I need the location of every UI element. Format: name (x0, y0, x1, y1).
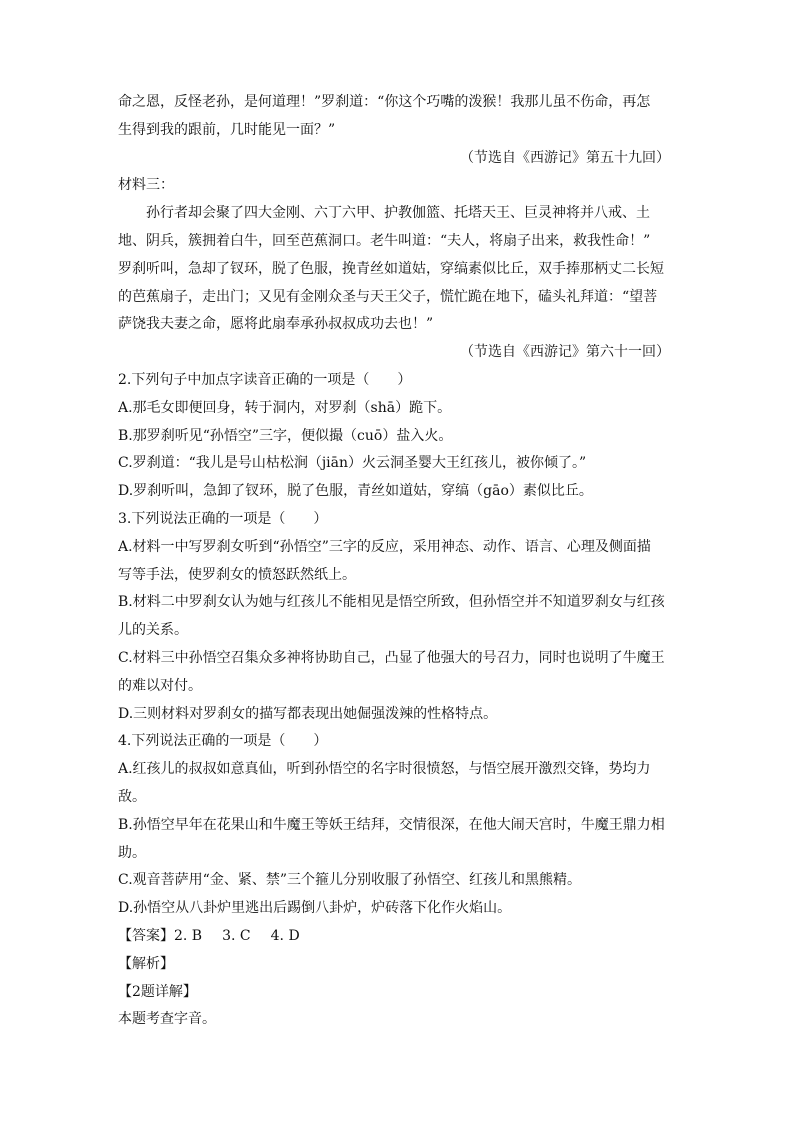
question-stem: 3.下列说法正确的一项是（ ） (118, 510, 328, 527)
question-2 (118, 367, 670, 506)
option-d: D.三则材料对罗刹女的描写都表现出她倔强泼辣的性格特点。 (118, 705, 498, 722)
answer-item: 3. C (222, 927, 251, 944)
question-4 (118, 728, 670, 923)
answer-item: 2. B (174, 927, 203, 944)
option-a: A.那毛女即便回身，转于洞内，对罗刹（shā）跪下。 (118, 399, 452, 416)
source-citation: （节选自《西游记》第六十一回） (460, 344, 670, 361)
option-b: B.材料二中罗刹女认为她与红孩儿不能相见是悟空所致，但孙悟空并不知道罗刹女与红孩 (118, 594, 665, 611)
option-d: D.孙悟空从八卦炉里逃出后踢倒八卦炉，炉砖落下化作火焰山。 (118, 900, 512, 917)
document-page (118, 89, 670, 1034)
text-line: 生得到我的跟前，几时能见一面？” (118, 121, 336, 138)
option-b: B.孙悟空早年在花果山和牛魔王等妖王结拜，交情很深，在他大闹天宫时，牛魔王鼎力相 (118, 816, 665, 833)
text-line: 罗刹听叫，急却了钗环，脱了色服，挽青丝如道姑，穿缟素似比丘，双手捧那柄丈二长短 (118, 260, 664, 277)
option-c: C.观音菩萨用“金、紧、禁”三个箍儿分别收服了孙悟空、红孩儿和黑熊精。 (118, 872, 581, 889)
q2-detail-label: 【2题详解】 (118, 983, 197, 1000)
option-a-cont: 敌。 (118, 788, 146, 805)
analysis-label: 【解析】 (118, 955, 174, 972)
material2-tail (118, 89, 670, 145)
question-stem: 2.下列句子中加点字读音正确的一项是（ ） (118, 371, 412, 388)
option-c-cont: 的难以对付。 (118, 677, 202, 694)
material3-title: 材料三： (118, 177, 174, 194)
answer-label: 【答案】 (118, 927, 174, 944)
option-b-cont: 儿的关系。 (118, 622, 188, 639)
text-line: 孙行者却会聚了四大金刚、六丁六甲、护教伽篮、托塔天王、巨灵神将并八戒、土 (146, 205, 650, 222)
option-c: C.罗刹道：“我儿是号山枯松涧（jiān）火云洞圣婴大王红孩儿，被你倾了。” (118, 455, 587, 472)
question-3 (118, 506, 670, 728)
option-b: B.那罗刹听见“孙悟空”三字，便似撮（cuō）盐入火。 (118, 427, 453, 444)
q2-detail-text: 本题考查字音。 (118, 1011, 216, 1028)
option-b-cont: 助。 (118, 844, 146, 861)
option-a: A.材料一中写罗刹女听到“孙悟空”三字的反应，采用神态、动作、语言、心理及侧面描 (118, 538, 651, 555)
answer-item: 4. D (270, 927, 300, 944)
source-citation: （节选自《西游记》第五十九回） (460, 149, 670, 166)
material3-body (118, 200, 670, 339)
text-line: 的芭蕉扇子，走出门；又见有金刚众圣与天王父子，慌忙跪在地下，磕头礼拜道：“望菩 (118, 288, 658, 305)
option-d: D.罗刹听叫，急卸了钗环，脱了色服，青丝如道姑，穿缟（gāo）素似比丘。 (118, 483, 593, 500)
option-a: A.红孩儿的叔叔如意真仙，听到孙悟空的名字时很愤怒，与悟空展开激烈交锋，势均力 (118, 761, 651, 778)
option-c: C.材料三中孙悟空召集众多神将协助自己，凸显了他强大的号召力，同时也说明了牛魔王 (118, 649, 665, 666)
text-line: 命之恩，反怪老孙，是何道理！”罗刹道：“你这个巧嘴的泼猴！我那儿虽不伤命，再怎 (118, 94, 651, 110)
answer-line (118, 923, 670, 951)
text-line: 地、阴兵，簇拥着白牛，回至芭蕉洞口。老牛叫道：“夫人，将扇子出来，救我性命！” (118, 232, 651, 249)
question-stem: 4.下列说法正确的一项是（ ） (118, 733, 328, 750)
option-a-cont: 写等手法，使罗刹女的愤怒跃然纸上。 (118, 566, 356, 583)
text-line: 萨饶我夫妻之命，愿将此扇奉承孙叔叔成功去也！” (118, 316, 434, 333)
